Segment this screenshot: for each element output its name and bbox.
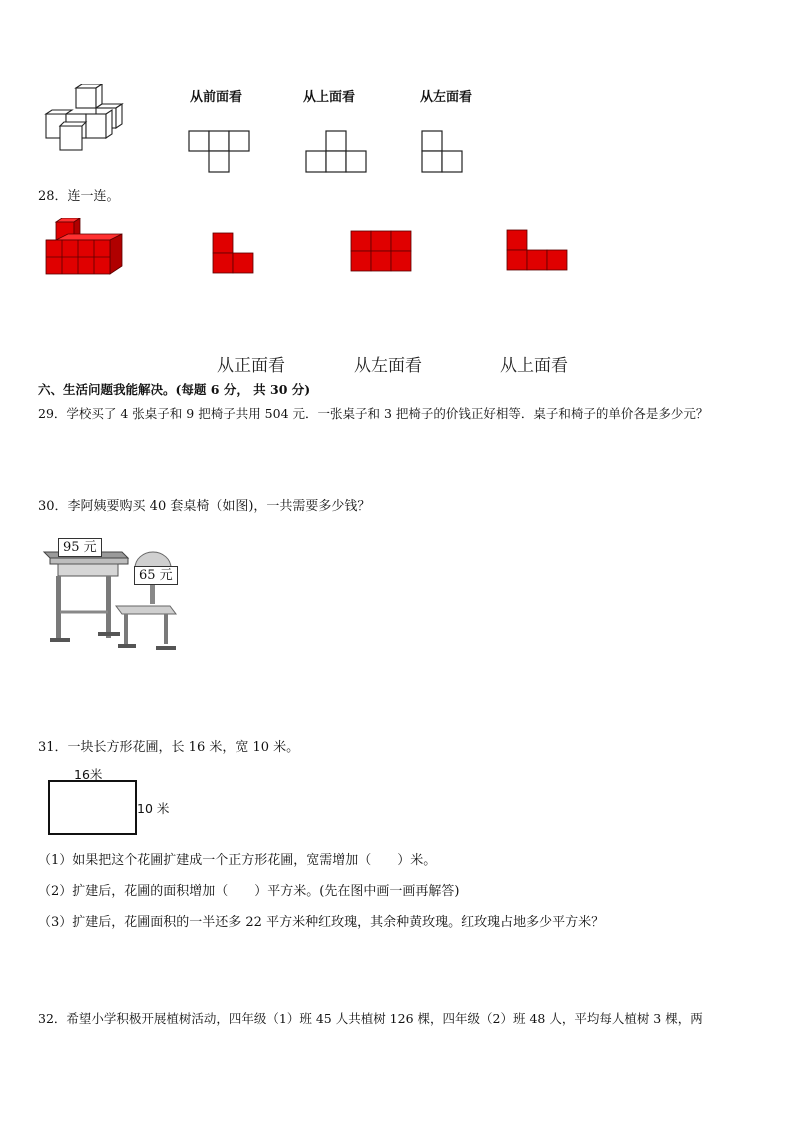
red-rectangle-shape: [350, 230, 414, 274]
q31-sub3: （3）扩建后，花圃面积的一半还多 22 平方米种红玫瑰，其余种黄玫瑰。红玫瑰占地多少平方米？: [38, 915, 605, 930]
length-label: 16米: [74, 767, 103, 782]
top-view-shape: [305, 130, 367, 174]
front-view-shape: [188, 130, 250, 174]
view-label-left: 从左面看: [420, 90, 473, 105]
q31-sub2: （2）扩建后，花圃的面积增加（ ）平方米。(先在图中画一画再解答): [38, 884, 460, 899]
view-label-top: 从上面看: [303, 90, 356, 105]
q32-text: 32．希望小学积极开展植树活动，四年级（1）班 45 人共植树 126 棵，四年级（2）班 48 人，平均每人植树 3 棵，两: [38, 1011, 703, 1026]
desk-chair-illustration: [40, 536, 190, 656]
label-left-view: 从左面看: [354, 356, 422, 376]
q28-title: 28．连一连。: [38, 189, 120, 204]
red-cube-figure: [44, 218, 128, 280]
width-label: 10 米: [137, 801, 170, 816]
q31-sub1: （1）如果把这个花圃扩建成一个正方形花圃，宽需增加（ ）米。: [38, 853, 437, 868]
q31-text: 31．一块长方形花圃，长 16 米，宽 10 米。: [38, 740, 300, 755]
label-top-view: 从上面看: [500, 356, 568, 376]
red-l-shape: [212, 232, 256, 274]
chair-price-tag: 65 元: [134, 566, 178, 585]
q30-text: 30．李阿姨要购买 40 套桌椅（如图)，一共需要多少钱？: [38, 499, 371, 514]
cube-stack-figure: [40, 84, 140, 154]
section-six-title: 六、生活问题我能解决。(每题 6 分， 共 30 分): [38, 382, 311, 397]
left-view-shape: [421, 130, 465, 174]
label-front-view: 从正面看: [217, 356, 285, 376]
q29-text: 29．学校买了 4 张桌子和 9 把椅子共用 504 元．一张桌子和 3 把椅子的价钱正好相等．桌子和椅子的单价各是多少元？: [38, 406, 709, 421]
desk-price-tag: 95 元: [58, 538, 102, 557]
red-long-l-shape: [506, 229, 570, 273]
view-label-front: 从前面看: [190, 90, 243, 105]
garden-rectangle: [48, 780, 137, 835]
